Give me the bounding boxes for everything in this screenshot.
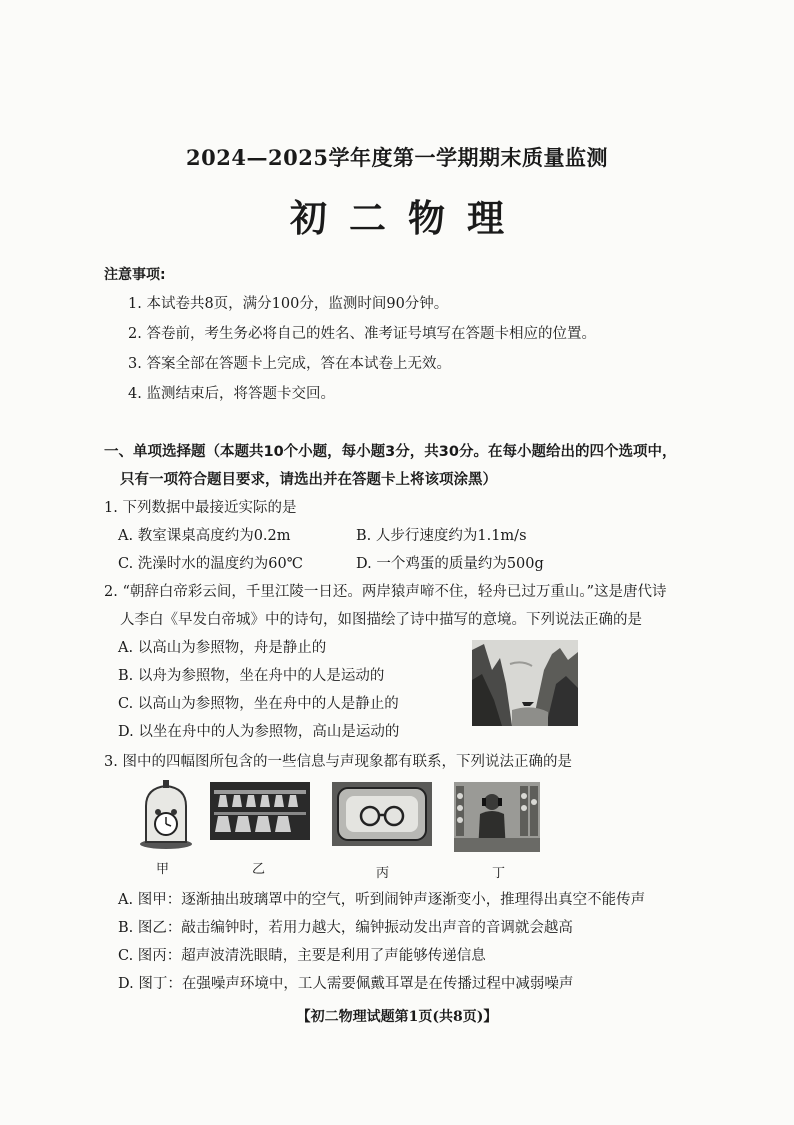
question-2-stem-line2: 人李白《早发白帝城》中的诗句，如图描绘了诗中描写的意境。下列说法正确的是: [120, 612, 642, 628]
question-2-option-a: A. 以高山为参照物，舟是静止的: [118, 640, 327, 656]
section-heading-line2: 只有一项符合题目要求，请选出并在答题卡上将该项涂黑）: [120, 472, 497, 488]
figure-bing-ultrasonic-cleaner: [332, 782, 432, 846]
note-item: 4. 监测结束后，将答题卡交回。: [128, 386, 335, 402]
figure-label-yi: 乙: [252, 862, 266, 877]
question-2-option-d: D. 以坐在舟中的人为参照物，高山是运动的: [118, 724, 400, 740]
page-footer: 【初二物理试题第1页(共8页)】: [296, 1009, 498, 1025]
figure-jia-bell-jar: [138, 780, 194, 850]
figure-ding-factory-worker: [454, 782, 540, 852]
figure-label-bing: 丙: [376, 866, 390, 881]
question-2-option-c: C. 以高山为参照物，坐在舟中的人是静止的: [118, 696, 399, 712]
question-3-option-d: D. 图丁：在强噪声环境中，工人需要佩戴耳罩是在传播过程中减弱噪声: [118, 976, 574, 992]
notes-heading: 注意事项:: [104, 267, 166, 283]
figure-label-ding: 丁: [492, 866, 506, 881]
question-3-stem: 3. 图中的四幅图所包含的一些信息与声现象都有联系，下列说法正确的是: [104, 754, 572, 770]
note-item: 1. 本试卷共8页，满分100分，监测时间90分钟。: [128, 296, 449, 312]
question-1-option-d: D. 一个鸡蛋的质量约为500g: [356, 556, 544, 572]
question-1-stem: 1. 下列数据中最接近实际的是: [104, 500, 297, 516]
question-2-option-b: B. 以舟为参照物，坐在舟中的人是运动的: [118, 668, 385, 684]
question-1-option-c: C. 洗澡时水的温度约为60℃: [118, 556, 303, 572]
section-heading-line1: 一、单项选择题（本题共10个小题，每小题3分，共30分。在每小题给出的四个选项中，: [104, 444, 677, 460]
exam-title: 2024—2025学年度第一学期期末质量监测: [186, 145, 608, 170]
figure-label-jia: 甲: [156, 862, 170, 877]
question-3-option-a: A. 图甲：逐渐抽出玻璃罩中的空气，听到闹钟声逐渐变小，推理得出真空不能传声: [118, 892, 646, 908]
note-item: 2. 答卷前，考生务必将自己的姓名、准考证号填写在答题卡相应的位置。: [128, 326, 596, 342]
figure-yi-chime-bells: [210, 782, 310, 840]
question-2-landscape-figure: [472, 640, 578, 726]
question-3-option-c: C. 图丙：超声波清洗眼睛，主要是利用了声能够传递信息: [118, 948, 486, 964]
subject-title: 初二物理: [290, 196, 526, 240]
question-1-option-b: B. 人步行速度约为1.1m/s: [356, 528, 527, 544]
question-1-option-a: A. 教室课桌高度约为0.2m: [118, 528, 291, 544]
question-3-option-b: B. 图乙：敲击编钟时，若用力越大，编钟振动发出声音的音调就会越高: [118, 920, 573, 936]
note-item: 3. 答案全部在答题卡上完成，答在本试卷上无效。: [128, 356, 451, 372]
question-2-stem-line1: 2. “朝辞白帝彩云间，千里江陵一日还。两岸猿声啼不住，轻舟已过万重山。”这是唐代诗: [104, 584, 667, 600]
